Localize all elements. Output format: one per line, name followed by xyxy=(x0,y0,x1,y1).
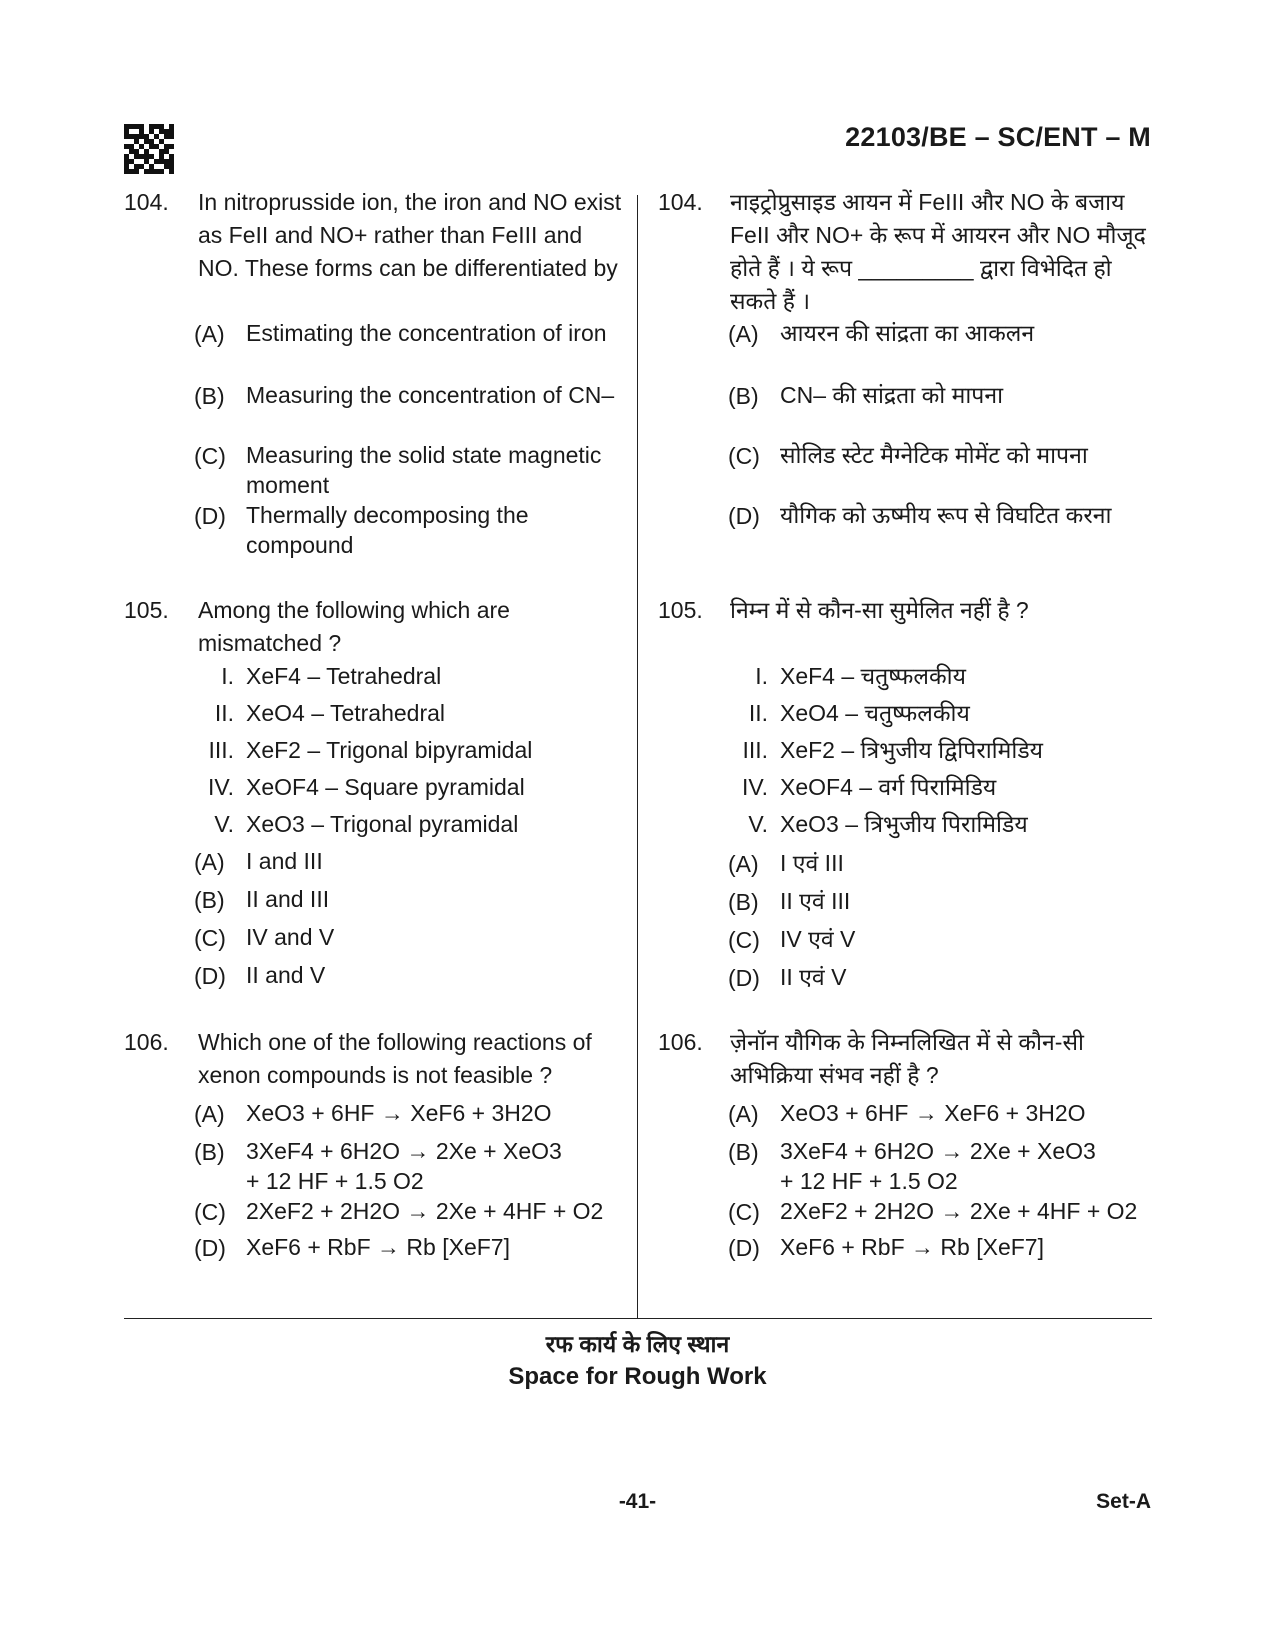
statement-label: IV. xyxy=(207,774,234,800)
statement-text: XeO3 – Trigonal pyramidal xyxy=(246,811,519,837)
option-label: (D) xyxy=(194,1235,226,1261)
statement-label: III. xyxy=(208,737,234,763)
option-text: XeF6 + RbF → Rb [XeF7] xyxy=(780,1234,1044,1260)
option-text: IV and V xyxy=(246,924,335,950)
option-text: XeF6 + RbF → Rb [XeF7] xyxy=(246,1234,510,1260)
option-label: (D) xyxy=(194,503,226,529)
paper-code: 22103/BE – SC/ENT – M xyxy=(845,122,1151,152)
option-text: II and III xyxy=(246,886,330,912)
statement-text: XeO4 – Tetrahedral xyxy=(246,700,446,726)
question-text: In nitroprusside ion, the iron and NO exist as FeII and NO+ rather than FeIII and NO. These forms can be differentiated by xyxy=(198,189,622,281)
statement-label: V. xyxy=(214,811,234,837)
hindi-column xyxy=(658,186,1158,1316)
question-text: निम्न में से कौन-सा सुमेलित नहीं है ? xyxy=(730,597,1029,623)
english-column xyxy=(124,186,624,1316)
qr-code xyxy=(124,124,174,174)
option-text: 2XeF2 + 2H2O → 2Xe + 4HF + O2 xyxy=(780,1198,1138,1224)
question-text: Which one of the following reactions of xenon compounds is not feasible ? xyxy=(198,1029,592,1088)
question-text: Among the following which are mismatched ? xyxy=(198,597,510,656)
statement-label: II. xyxy=(214,700,234,726)
option-label: (C) xyxy=(728,927,760,953)
option-text: II एवं III xyxy=(780,888,851,914)
option-label: (D) xyxy=(728,965,760,991)
statement-text: XeF2 – त्रिभुजीय द्विपिरामिडिय xyxy=(780,737,1044,763)
option-label: (D) xyxy=(194,963,226,989)
page-number: -41- xyxy=(618,1490,657,1513)
statement-text: XeO4 – चतुष्फलकीय xyxy=(780,700,970,726)
option-text: Thermally decomposing the compound xyxy=(246,502,529,558)
rough-work-divider xyxy=(124,1318,1152,1319)
question-number: 106. xyxy=(658,1029,703,1055)
option-text: II एवं V xyxy=(780,964,847,990)
question-number: 104. xyxy=(124,189,169,215)
option-label: (C) xyxy=(194,443,226,469)
column-divider xyxy=(637,195,638,1318)
statement-label: I. xyxy=(221,663,234,689)
statement-label: I. xyxy=(755,663,768,689)
option-text: I एवं III xyxy=(780,850,844,876)
option-text: I and III xyxy=(246,848,323,874)
option-label: (D) xyxy=(728,503,760,529)
option-text: XeO3 + 6HF → XeF6 + 3H2O xyxy=(246,1100,552,1126)
option-label: (B) xyxy=(728,383,759,409)
option-label: (B) xyxy=(194,383,225,409)
option-text: Estimating the concentration of iron xyxy=(246,320,607,346)
option-label: (C) xyxy=(194,1199,226,1225)
question-number: 105. xyxy=(658,597,703,623)
option-text: आयरन की सांद्रता का आकलन xyxy=(780,320,1035,346)
option-text: CN– की सांद्रता को मापना xyxy=(780,382,1004,408)
rough-work-label-hindi: रफ कार्य के लिए स्थान xyxy=(545,1331,730,1357)
option-label: (A) xyxy=(194,849,225,875)
option-label: (A) xyxy=(728,321,759,347)
set-label: Set-A xyxy=(1096,1490,1151,1513)
question-number: 104. xyxy=(658,189,703,215)
statement-text: XeF4 – Tetrahedral xyxy=(246,663,442,689)
option-text: सोलिड स्टेट मैग्नेटिक मोमेंट को मापना xyxy=(780,442,1088,468)
question-number: 106. xyxy=(124,1029,169,1055)
question-number: 105. xyxy=(124,597,169,623)
option-label: (B) xyxy=(728,889,759,915)
option-label: (B) xyxy=(194,1139,225,1165)
option-text: यौगिक को ऊष्मीय रूप से विघटित करना xyxy=(780,502,1112,528)
option-label: (C) xyxy=(728,443,760,469)
option-label: (D) xyxy=(728,1235,760,1261)
option-text: XeO3 + 6HF → XeF6 + 3H2O xyxy=(780,1100,1086,1126)
statement-label: III. xyxy=(742,737,768,763)
statement-label: II. xyxy=(748,700,768,726)
statement-text: XeF4 – चतुष्फलकीय xyxy=(780,663,966,689)
question-text: नाइट्रोप्रुसाइड आयन में FeIII और NO के बजाय FeII और NO+ के रूप में आयरन और NO मौजूद होते हैं । ये रूप _________ द्वारा विभेदित हो सकते हैं । xyxy=(730,189,1146,314)
option-text: Measuring the solid state magnetic moment xyxy=(246,442,602,498)
statement-text: XeOF4 – वर्ग पिरामिडिय xyxy=(780,774,997,800)
option-text: 3XeF4 + 6H2O → 2Xe + XeO3 + 12 HF + 1.5 O2 xyxy=(246,1138,562,1194)
rough-work-label: Space for Rough Work xyxy=(508,1363,767,1390)
option-label: (B) xyxy=(194,887,225,913)
option-label: (C) xyxy=(194,925,226,951)
statement-text: XeOF4 – Square pyramidal xyxy=(246,774,525,800)
option-label: (B) xyxy=(728,1139,759,1165)
option-text: IV एवं V xyxy=(780,926,856,952)
statement-label: IV. xyxy=(741,774,768,800)
option-label: (C) xyxy=(728,1199,760,1225)
option-label: (A) xyxy=(194,1101,225,1127)
question-text: ज़ेनॉन यौगिक के निम्नलिखित में से कौन-सी अभिक्रिया संभव नहीं है ? xyxy=(730,1029,1084,1088)
statement-text: XeF2 – Trigonal bipyramidal xyxy=(246,737,533,763)
option-label: (A) xyxy=(194,321,225,347)
statement-text: XeO3 – त्रिभुजीय पिरामिडिय xyxy=(780,811,1028,837)
statement-label: V. xyxy=(748,811,768,837)
option-label: (A) xyxy=(728,851,759,877)
option-text: 2XeF2 + 2H2O → 2Xe + 4HF + O2 xyxy=(246,1198,604,1224)
option-text: II and V xyxy=(246,962,326,988)
option-text: Measuring the concentration of CN– xyxy=(246,382,615,408)
option-text: 3XeF4 + 6H2O → 2Xe + XeO3 + 12 HF + 1.5 O2 xyxy=(780,1138,1096,1194)
option-label: (A) xyxy=(728,1101,759,1127)
